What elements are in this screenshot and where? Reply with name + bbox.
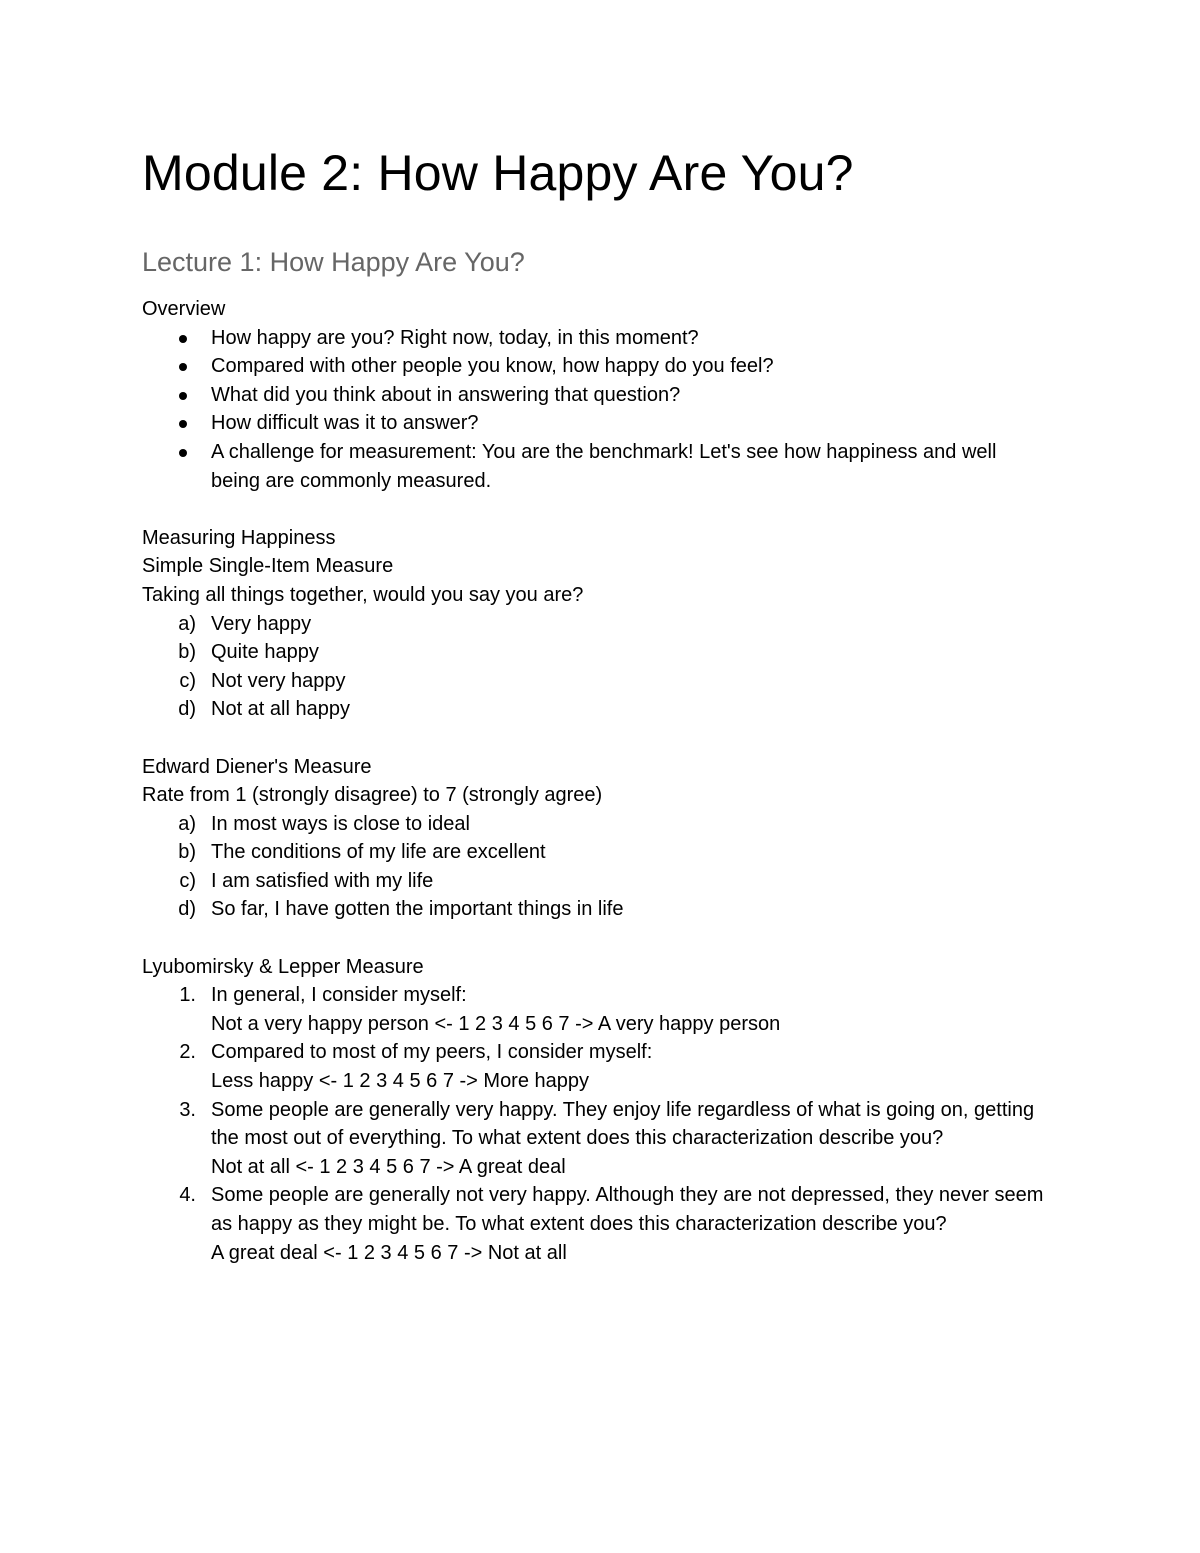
option-marker: a) <box>178 612 196 635</box>
item-text: Some people are generally very happy. They enjoy life regardless of what is going on, getting the most out of everything. To what extent does this characterization describe you? <box>211 1098 1035 1150</box>
diener-items <box>142 810 1062 924</box>
diener-item <box>142 895 1062 924</box>
bullet-text: How difficult was it to answer? <box>211 412 479 435</box>
measuring-options <box>142 610 1062 724</box>
document-page <box>142 140 1062 1267</box>
item-text: In most ways is close to ideal <box>211 812 470 835</box>
bullet-text: How happy are you? Right now, today, in this moment? <box>211 326 699 349</box>
overview-bullet <box>142 381 1062 410</box>
lyubomirsky-item <box>142 981 1062 1038</box>
item-text: Compared to most of my peers, I consider myself: <box>211 1041 653 1064</box>
overview-bullet <box>142 409 1062 438</box>
item-marker: 4. <box>179 1184 196 1207</box>
item-marker: d) <box>178 898 196 921</box>
document-title: Module 2: How Happy Are You? <box>142 145 854 201</box>
diener-item <box>142 867 1062 896</box>
lyubomirsky-item <box>142 1096 1056 1182</box>
bullet-icon <box>179 363 187 371</box>
overview-list <box>142 324 1062 496</box>
option-text: Not very happy <box>211 669 346 692</box>
item-scale: Less happy <- 1 2 3 4 5 6 7 -> More happy <box>211 1070 590 1093</box>
measuring-option <box>142 667 1062 696</box>
diener-item <box>142 810 1062 839</box>
option-marker: c) <box>179 669 196 692</box>
item-marker: b) <box>178 841 196 864</box>
bullet-text: A challenge for measurement: You are the benchmark! Let's see how happiness and well being are commonly measured. <box>211 440 997 492</box>
diener-heading: Edward Diener's Measure <box>142 755 372 778</box>
diener-instruction: Rate from 1 (strongly disagree) to 7 (strongly agree) <box>142 784 603 807</box>
option-text: Quite happy <box>211 641 319 664</box>
overview-bullet <box>142 438 1031 495</box>
bullet-icon <box>179 335 187 343</box>
item-text: Some people are generally not very happy. Although they are not depressed, they never seem as happy as they might be. To what extent does this characterization describe you? <box>211 1184 1044 1235</box>
item-scale: Not at all <- 1 2 3 4 5 6 7 -> A great deal <box>211 1155 566 1178</box>
lyubomirsky-heading: Lyubomirsky & Lepper Measure <box>142 955 424 978</box>
item-marker: c) <box>179 869 196 892</box>
option-marker: d) <box>178 698 196 721</box>
measuring-option <box>142 638 1062 667</box>
measuring-heading: Measuring Happiness <box>142 526 336 549</box>
overview-heading: Overview <box>142 298 226 320</box>
lyubomirsky-item <box>142 1181 1056 1267</box>
item-scale: A great deal <- 1 2 3 4 5 6 7 -> Not at all <box>211 1241 567 1264</box>
measuring-question: Taking all things together, would you say you are? <box>142 583 584 606</box>
bullet-icon <box>179 420 187 428</box>
lecture-subtitle: Lecture 1: How Happy Are You? <box>142 247 525 277</box>
bullet-icon <box>179 392 187 400</box>
item-text: I am satisfied with my life <box>211 869 434 892</box>
option-text: Very happy <box>211 612 312 635</box>
overview-bullet <box>142 352 1062 381</box>
item-text: In general, I consider myself: <box>211 984 467 1007</box>
option-marker: b) <box>178 641 196 664</box>
lyubomirsky-item <box>142 1038 1062 1095</box>
item-text: The conditions of my life are excellent <box>211 841 546 864</box>
measuring-option <box>142 695 1062 724</box>
measuring-subheading: Simple Single-Item Measure <box>142 555 394 578</box>
item-marker: 2. <box>179 1041 196 1064</box>
item-text: So far, I have gotten the important things in life <box>211 898 624 921</box>
measuring-option <box>142 610 1062 639</box>
item-scale: Not a very happy person <- 1 2 3 4 5 6 7 -> A very happy person <box>211 1012 781 1035</box>
option-text: Not at all happy <box>211 698 350 721</box>
bullet-text: Compared with other people you know, how happy do you feel? <box>211 355 774 378</box>
item-marker: a) <box>178 812 196 835</box>
item-marker: 1. <box>179 984 196 1007</box>
diener-item <box>142 838 1062 867</box>
lyubomirsky-items <box>142 981 1062 1267</box>
bullet-icon <box>179 449 187 457</box>
item-marker: 3. <box>179 1098 196 1121</box>
bullet-text: What did you think about in answering that question? <box>211 383 681 406</box>
overview-bullet <box>142 324 1062 353</box>
